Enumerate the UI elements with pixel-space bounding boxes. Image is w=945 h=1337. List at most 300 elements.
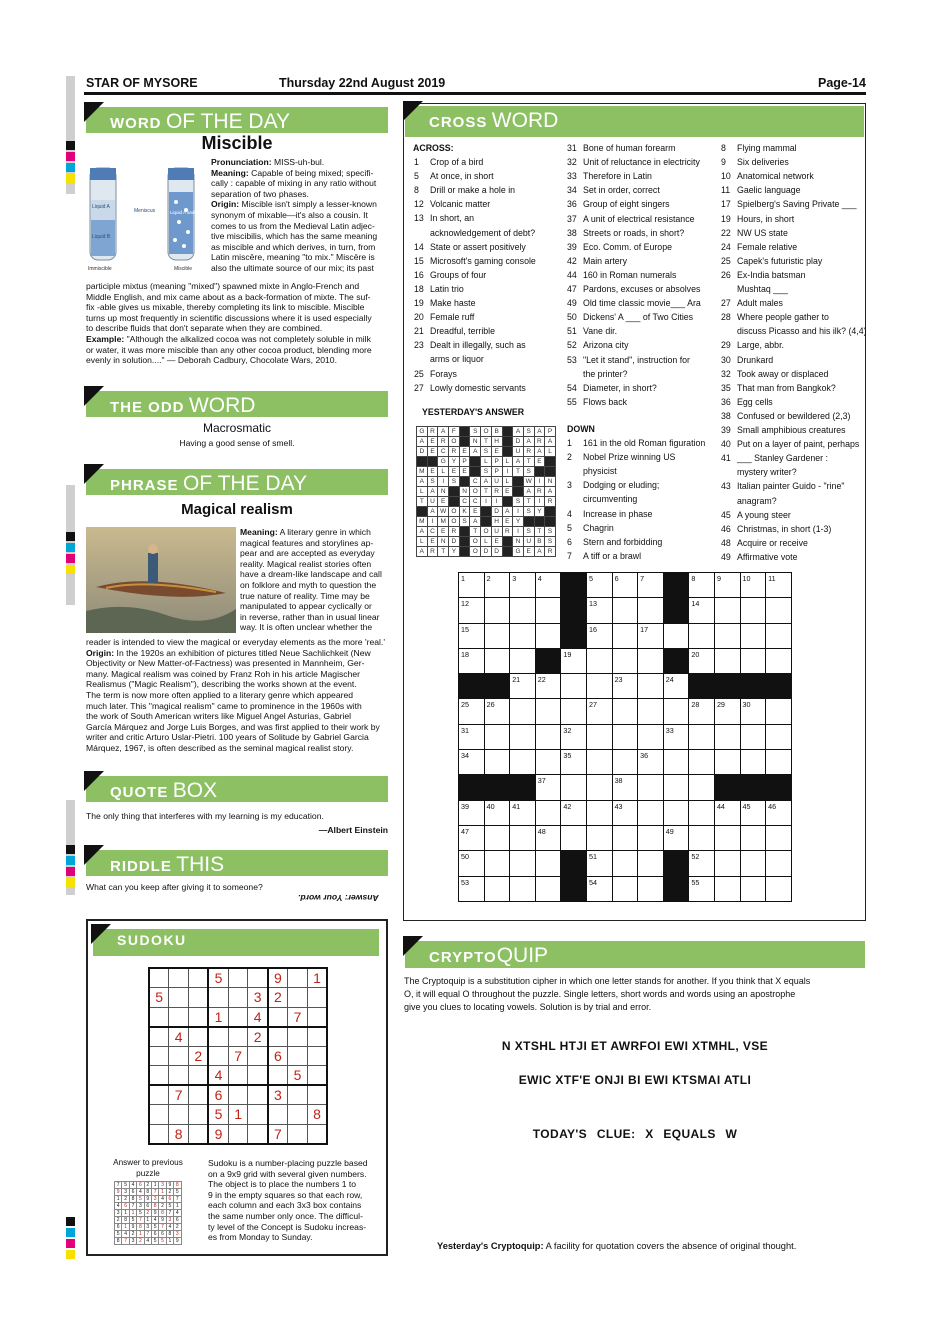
crossword-cell[interactable] [586,851,612,876]
sudoku-cell[interactable] [248,1105,268,1125]
sudoku-cell[interactable] [169,1046,189,1066]
sudoku-cell[interactable] [268,1066,288,1086]
sudoku-answer-cell: 4 [144,1238,151,1245]
clue-text: acknowledgement of debt? [430,227,536,238]
crossword-cell[interactable] [459,648,485,673]
text-bold-label: Origin: [211,199,240,210]
crossword-cell[interactable] [459,851,485,876]
sudoku-cell[interactable] [169,1066,189,1086]
sudoku-cell[interactable] [189,968,209,988]
sudoku-cell[interactable] [288,1085,308,1105]
sudoku-row [149,1105,327,1125]
sudoku-cell[interactable]: 9 [268,968,288,988]
crossword-cell[interactable] [510,800,536,825]
crossword-cell[interactable] [484,648,510,673]
crossword-cell[interactable] [638,800,664,825]
sudoku-cell[interactable]: 3 [248,988,268,1008]
text-content: as miscible and which derives, in turn, from [211,241,376,252]
crossword-cell[interactable] [561,775,587,800]
crossword-cell[interactable] [459,800,485,825]
sudoku-cell[interactable]: 1 [307,968,327,988]
crossword-cell[interactable] [740,573,766,598]
sudoku-answer-cell: 5 [137,1196,144,1203]
yesterday-row [417,527,556,537]
yesterday-cell: L [545,447,556,457]
sudoku-cell[interactable] [169,1105,189,1125]
crossword-cell[interactable] [740,800,766,825]
crossword-cell[interactable] [535,724,561,749]
crossword-cell[interactable] [689,775,715,800]
reg-mark [66,1239,75,1248]
sudoku-cell[interactable] [307,1007,327,1027]
sudoku-cell[interactable] [228,1085,248,1105]
crossword-cell[interactable] [510,724,536,749]
crossword-cell[interactable] [689,598,715,623]
sudoku-cell[interactable]: 1 [228,1105,248,1125]
crossword-cell[interactable] [612,775,638,800]
sudoku-cell[interactable]: 1 [208,1007,228,1027]
crossword-cell[interactable] [766,598,792,623]
yesterday-cell [523,517,534,527]
clue-number: 3 [567,480,572,491]
crossword-cell[interactable] [663,800,689,825]
crossword-cell[interactable] [586,750,612,775]
crossword-cell[interactable] [586,623,612,648]
crossword-cell[interactable] [689,623,715,648]
clue-item [567,355,690,365]
crossword-cell[interactable] [766,851,792,876]
clue-item [721,524,831,534]
clue-number-label: 26 [486,700,495,710]
sudoku-cell[interactable] [288,1046,308,1066]
sudoku-cell[interactable] [149,1027,169,1047]
sudoku-cell[interactable] [149,1066,169,1086]
crossword-cell[interactable] [535,750,561,775]
sudoku-cell[interactable] [248,968,268,988]
sudoku-cell[interactable]: 4 [248,1007,268,1027]
crossword-cell[interactable] [459,623,485,648]
crossword-cell[interactable] [663,699,689,724]
crossword-cell[interactable] [484,876,510,901]
crossword-cell[interactable] [586,800,612,825]
crossword-cell[interactable] [740,648,766,673]
crossword-cell[interactable] [535,623,561,648]
sudoku-cell[interactable] [228,1124,248,1144]
crossword-cell[interactable] [714,623,740,648]
sudoku-cell[interactable] [288,968,308,988]
yesterday-cell [449,487,460,497]
sudoku-answer-cell: 1 [122,1224,129,1231]
sudoku-cell[interactable] [307,988,327,1008]
clue-number: 31 [567,143,577,153]
crossword-cell[interactable] [714,573,740,598]
crossword-cell[interactable] [714,598,740,623]
sudoku-cell[interactable] [268,1105,288,1125]
crossword-cell[interactable] [766,623,792,648]
crossword-cell[interactable] [766,648,792,673]
clue-text: Old time classic movie___ Ara [583,298,701,309]
crossword-cell[interactable] [612,623,638,648]
sudoku-cell[interactable] [208,1046,228,1066]
crossword-cell[interactable] [586,825,612,850]
clue-number-label: 11 [768,574,776,583]
sudoku-cell[interactable] [248,1046,268,1066]
crossword-cell[interactable] [740,623,766,648]
sudoku-cell[interactable]: 6 [208,1085,228,1105]
sudoku-cell[interactable] [189,1066,209,1086]
sudoku-cell[interactable] [248,1085,268,1105]
clue-text: Affirmative vote [737,551,798,562]
crossword-cell[interactable] [638,699,664,724]
crossword-cell[interactable] [663,750,689,775]
flying-carpet-painting [86,527,236,633]
text-line [211,221,388,232]
crossword-cell[interactable] [714,699,740,724]
clue-item [567,312,693,322]
crossword-cell[interactable] [561,825,587,850]
crossword-cell[interactable] [612,750,638,775]
clue-number: 25 [721,255,731,266]
yesterday-cell: E [449,467,460,477]
crossword-cell[interactable] [766,825,792,850]
crossword-cell[interactable] [459,825,485,850]
crossword-cell[interactable] [459,750,485,775]
sudoku-cell[interactable]: 2 [248,1027,268,1047]
crossword-cell[interactable] [714,851,740,876]
crossword-cell[interactable] [638,876,664,901]
sudoku-cell[interactable] [149,968,169,988]
crossword-cell[interactable] [766,750,792,775]
crossword-cell[interactable] [714,648,740,673]
sudoku-cell[interactable] [169,988,189,1008]
crossword-cell[interactable] [510,573,536,598]
crossword-cell[interactable] [535,598,561,623]
sudoku-cell[interactable] [189,1085,209,1105]
clue-text: Forays [430,368,457,379]
crossword-cell[interactable] [535,699,561,724]
sudoku-cell[interactable] [189,1027,209,1047]
crossword-cell[interactable] [586,724,612,749]
crossword-cell[interactable] [689,800,715,825]
sudoku-cell[interactable] [307,1066,327,1086]
crossword-cell[interactable] [484,573,510,598]
sudoku-cell[interactable] [169,968,189,988]
clue-number-label: 5 [588,574,593,583]
sudoku-answer-cell: 1 [129,1210,136,1217]
crossword-cell[interactable] [510,851,536,876]
crossword-cell[interactable] [689,648,715,673]
clue-number: 32 [721,368,731,379]
sudoku-cell[interactable] [268,1007,288,1027]
text-line [240,601,388,612]
crossword-cell[interactable] [766,699,792,724]
crossword-cell[interactable] [740,699,766,724]
yesterday-cell: C [470,497,481,507]
sudoku-cell[interactable] [189,1105,209,1125]
sudoku-cell[interactable] [208,1027,228,1047]
crossword-cell[interactable] [714,800,740,825]
sudoku-cell[interactable] [169,1007,189,1027]
crossword-cell[interactable] [612,674,638,699]
sudoku-cell[interactable] [268,1027,288,1047]
crossword-cell[interactable] [689,851,715,876]
crossword-cell[interactable] [612,851,638,876]
crossword-cell[interactable] [612,598,638,623]
crossword-cell[interactable] [459,876,485,901]
crossword-cell[interactable] [459,699,485,724]
sudoku-cell[interactable] [149,1046,169,1066]
sudoku-cell[interactable]: 3 [268,1085,288,1105]
yesterday-cell: F [449,427,460,437]
crossword-cell[interactable] [638,775,664,800]
crossword-cell[interactable] [484,623,510,648]
crossword-cell[interactable] [535,775,561,800]
sudoku-cell[interactable] [307,1085,327,1105]
crossword-block [663,876,689,901]
sudoku-cell[interactable]: 5 [288,1066,308,1086]
crossword-cell[interactable] [689,573,715,598]
crossword-cell[interactable] [612,699,638,724]
sudoku-cell[interactable]: 7 [228,1046,248,1066]
yesterday-cell [502,537,513,547]
clue-text: A unit of electrical resistance [583,213,695,224]
clue-number-label: 12 [461,599,469,609]
crossword-cell[interactable] [766,800,792,825]
sudoku-answer-cell: 9 [129,1224,136,1231]
sudoku-cell[interactable] [307,1046,327,1066]
crossword-cell[interactable] [638,598,664,623]
crossword-cell[interactable] [510,750,536,775]
crossword-cell[interactable] [638,674,664,699]
sudoku-cell[interactable] [149,1007,169,1027]
sudoku-cell[interactable] [189,1124,209,1144]
sudoku-cell[interactable]: 5 [149,988,169,1008]
clue-number: 20 [414,312,424,323]
crossword-cell[interactable] [663,724,689,749]
crossword-cell[interactable] [535,876,561,901]
crossword-cell[interactable] [689,724,715,749]
sudoku-answer-cell: 5 [122,1182,129,1189]
crossword-cell[interactable] [612,800,638,825]
crossword-cell[interactable] [612,876,638,901]
clue-number-label: 9 [716,574,721,583]
sudoku-cell[interactable] [288,988,308,1008]
crossword-cell[interactable] [510,876,536,901]
crossword-cell[interactable] [740,724,766,749]
crossword-cell[interactable] [663,825,689,850]
yesterday-cell: R [523,447,534,457]
crossword-cell[interactable] [663,623,689,648]
crossword-cell[interactable] [484,851,510,876]
yesterday-cell: W [523,477,534,487]
crossword-cell[interactable] [535,674,561,699]
crossword-block [714,775,740,800]
header-rule [84,92,866,95]
crossword-cell[interactable] [638,724,664,749]
crossword-cell[interactable] [663,775,689,800]
crossword-cell[interactable] [740,598,766,623]
crossword-cell[interactable] [535,573,561,598]
yesterday-cell: S [523,527,534,537]
crossword-cell[interactable] [689,876,715,901]
crossword-cell[interactable] [484,724,510,749]
crossword-cell[interactable] [535,800,561,825]
crossword-cell[interactable] [510,623,536,648]
yesterday-cell: A [523,487,534,497]
sudoku-cell[interactable]: 5 [208,968,228,988]
sudoku-cell[interactable] [208,988,228,1008]
text-line [240,591,388,602]
yesterday-cell: G [438,457,449,467]
crossword-cell[interactable] [510,825,536,850]
crossword-cell[interactable] [612,825,638,850]
crossword-cell[interactable] [740,750,766,775]
crossword-cell[interactable] [714,825,740,850]
crossword-cell[interactable] [484,825,510,850]
sudoku-cell[interactable] [189,1007,209,1027]
crossword-cell[interactable] [459,724,485,749]
crossword-cell[interactable] [535,825,561,850]
clue-text: Vane dir. [583,326,618,337]
yesterday-cell: A [502,507,513,517]
sudoku-cell[interactable] [248,1124,268,1144]
crossword-cell[interactable] [561,750,587,775]
crossword-cell[interactable] [484,598,510,623]
clue-text: Arizona city [583,340,629,351]
sudoku-cell[interactable]: 6 [268,1046,288,1066]
sudoku-cell[interactable] [248,1066,268,1086]
crossword-cell[interactable] [689,825,715,850]
crossword-cell[interactable] [510,674,536,699]
crossword-cell[interactable] [638,573,664,598]
crossword-cell[interactable] [561,724,587,749]
crossword-cell[interactable] [484,750,510,775]
crossword-cell[interactable] [612,573,638,598]
sudoku-cell[interactable]: 4 [169,1027,189,1047]
sudoku-cell[interactable]: 7 [288,1007,308,1027]
sudoku-cell[interactable] [189,988,209,1008]
sudoku-cell[interactable]: 9 [208,1124,228,1144]
crossword-cell[interactable] [766,876,792,901]
crossword-cell[interactable] [740,876,766,901]
crossword-cell[interactable] [714,724,740,749]
yesterday-cell: B [491,427,502,437]
sudoku-cell[interactable]: 2 [189,1046,209,1066]
crossword-cell[interactable] [586,775,612,800]
sudoku-cell[interactable] [149,1124,169,1144]
sudoku-cell[interactable]: 7 [268,1124,288,1144]
sudoku-cell[interactable]: 2 [268,988,288,1008]
crossword-cell[interactable] [459,573,485,598]
crossword-cell[interactable] [510,699,536,724]
sudoku-answer-cell: 2 [174,1224,181,1231]
sudoku-cell[interactable] [228,1027,248,1047]
sudoku-cell[interactable] [307,1124,327,1144]
crossword-cell[interactable] [561,648,587,673]
crossword-cell[interactable] [638,851,664,876]
crossword-cell[interactable] [689,750,715,775]
crossword-cell[interactable] [561,674,587,699]
crossword-cell[interactable] [510,598,536,623]
yesterday-cell: L [417,537,428,547]
crossword-cell[interactable] [484,699,510,724]
sudoku-cell[interactable] [307,1027,327,1047]
crossword-cell[interactable] [484,800,510,825]
text-content: Miscible isn't simply a lesser-known [239,199,377,210]
crossword-cell[interactable] [766,573,792,598]
crossword-cell[interactable] [510,648,536,673]
clue-number-label: 37 [537,776,546,786]
crossword-cell[interactable] [561,699,587,724]
sudoku-answer-cell: 4 [159,1196,166,1203]
crossword-block [740,775,766,800]
sudoku-cell[interactable] [288,1027,308,1047]
crossword-grid[interactable] [458,572,792,902]
sudoku-cell[interactable]: 4 [208,1066,228,1086]
crossword-cell[interactable] [689,699,715,724]
sudoku-cell[interactable] [228,1007,248,1027]
crossword-cell[interactable] [714,750,740,775]
sudoku-cell[interactable] [288,1124,308,1144]
sudoku-cell[interactable] [149,1105,169,1125]
crossword-cell[interactable] [612,648,638,673]
yesterday-cell: A [417,547,428,557]
crossword-row [459,573,792,598]
sudoku-cell[interactable] [288,1105,308,1125]
crossword-cell[interactable] [586,648,612,673]
clue-item [721,199,857,209]
sudoku-grid[interactable] [148,967,328,1145]
crossword-cell[interactable] [663,674,689,699]
text-line [86,334,388,345]
crossword-cell[interactable] [586,876,612,901]
crossword-cell[interactable] [586,573,612,598]
crossword-cell[interactable] [740,851,766,876]
sudoku-cell[interactable]: 8 [307,1105,327,1125]
sudoku-cell[interactable] [228,988,248,1008]
crossword-cell[interactable] [459,598,485,623]
crossword-cell[interactable] [638,623,664,648]
sudoku-cell[interactable] [149,1085,169,1105]
sudoku-cell[interactable] [228,968,248,988]
text-line [240,580,388,591]
yesterday-cell: I [491,497,502,507]
crossword-cell[interactable] [612,724,638,749]
crossword-block [561,876,587,901]
yesterday-cell: E [427,537,438,547]
crossword-cell[interactable] [535,851,561,876]
crossword-cell[interactable] [561,800,587,825]
crossword-cell[interactable] [714,876,740,901]
crossword-cell[interactable] [740,825,766,850]
crossword-cell[interactable] [638,825,664,850]
crossword-cell[interactable] [766,724,792,749]
sudoku-cell[interactable]: 7 [169,1085,189,1105]
sudoku-cell[interactable] [228,1066,248,1086]
sudoku-answer-cell: 7 [129,1203,136,1210]
crossword-cell[interactable] [586,598,612,623]
sudoku-cell[interactable]: 5 [208,1105,228,1125]
yesterday-cell [417,507,428,517]
crossword-cell[interactable] [638,750,664,775]
crossword-block [510,775,536,800]
crossword-cell[interactable] [638,648,664,673]
crossword-cell[interactable] [586,699,612,724]
crossword-cell[interactable] [586,674,612,699]
sudoku-cell[interactable]: 8 [169,1124,189,1144]
clue-text: Make haste [430,298,476,308]
clue-item [414,199,490,209]
